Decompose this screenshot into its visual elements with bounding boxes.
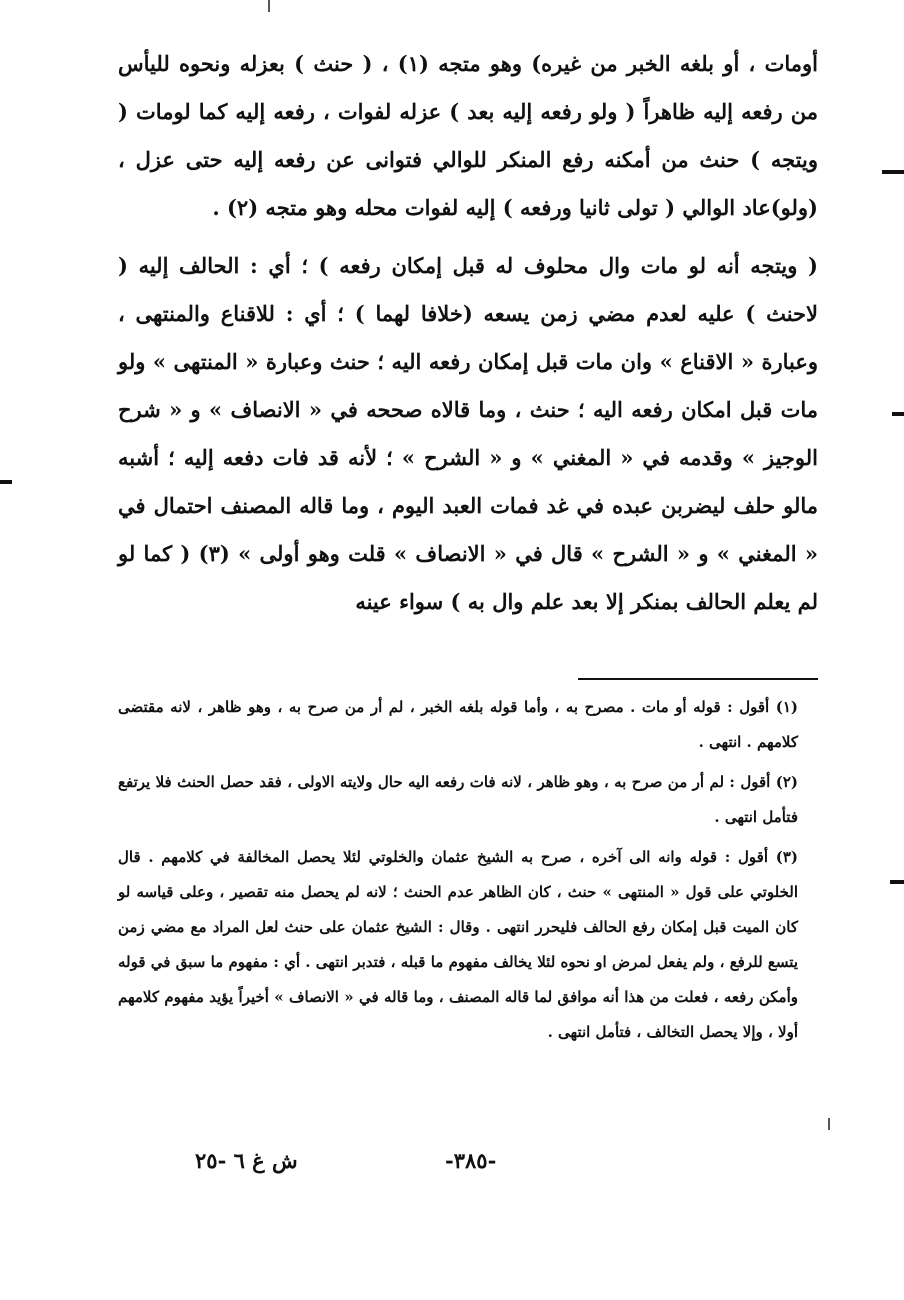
scan-tick-bottom [828,1118,830,1130]
margin-mark-left [0,480,12,484]
printer-signature: ش غ ٦ -٢٥ [195,1148,298,1173]
footnote-2: (٢) أقول : لم أر من صرح به ، وهو ظاهر ، لانه فات رفعه اليه حال ولايته الاولى ، فقد حصل الحنث فلا يرتفع فتأمل انتهى . [118,773,798,826]
margin-mark-top-right [882,170,904,174]
main-paragraph-1: أومات ، أو بلغه الخبر من غيره) وهو متجه (١) ، ( حنث ) بعزله ونحوه لليأس من رفعه إليه ظاهراً ( ولو رفعه إليه بعد ) عزله لفوات ، رفعه إليه كما لومات ( ويتجه ) حنث من أمكنه رفع المنكر للوالي فتوانى عن رفعه إليه حتى عزل ، (ولو)عاد الوالي ( تولى ثانيا ورفعه ) إليه لفوات محله وهو متجه (٢) . [118,51,818,220]
footnote-3: (٣) أقول : قوله وانه الى آخره ، صرح به الشيخ عثمان والخلوتي لئلا يحصل المخالفة في كلامهم . قال الخلوتي على قول « المنتهى » حنث ، كان الظاهر عدم الحنث ؛ لانه لم يحصل منه تقصير ، وعلى قياسه لو كان الميت قبل إمكان رفع الحالف فليحرر انتهى . وقال : الشيخ عثمان على حنث لعل المراد مع مضي زمن يتسع للرفع ، ولم يفعل لمرض او نحوه لئلا يخالف مفهوم ما قبله ، فتدبر انتهى . أي : مفهوم ما سبق في قوله وأمكن رفعه ، فعلت من هذا أنه موافق لما قاله المصنف ، وما قاله في « الانصاف » أخيراً يؤيد مفهوم كلامهم أولا ، وإلا يحصل التخالف ، فتأمل انتهى . [118,848,798,1041]
footnotes-section [118,690,818,1050]
margin-mark-right-lower [890,880,904,884]
page-number: -٣٨٥- [445,1148,497,1173]
footnote-divider [578,678,818,680]
scan-tick-top [268,0,270,12]
footnote-1: (١) أقول : قوله أو مات . مصرح به ، وأما قوله بلغه الخبر ، لم أر من صرح به ، وهو ظاهر ، لانه مقتضى كلامهم . انتهى . [118,698,798,751]
main-text-body [118,40,818,626]
main-paragraph-2: ( ويتجه أنه لو مات وال محلوف له قبل إمكان رفعه ) ؛ أي : الحالف إليه ( لاحنث ) عليه لعدم مضي زمن يسعه (خلافا لهما ) ؛ أي : للاقناع والمنتهى ، وعبارة « الاقناع » وان مات قبل إمكان رفعه اليه ؛ حنث وعبارة « المنتهى » ولو مات قبل امكان رفعه اليه ؛ حنث ، وما قالاه صححه في « الانصاف » و « شرح الوجيز » وقدمه في « المغني » و « الشرح » ؛ لأنه قد فات دفعه إليه ؛ أشبه مالو حلف ليضربن عبده في غد فمات العبد اليوم ، وما قاله المصنف احتمال في « المغني » و « الشرح » قال في « الانصاف » قلت وهو أولى » (٣) ( كما لو لم يعلم الحالف بمنكر إلا بعد علم وال به ) سواء عينه [118,253,818,614]
margin-mark-right [892,412,904,416]
